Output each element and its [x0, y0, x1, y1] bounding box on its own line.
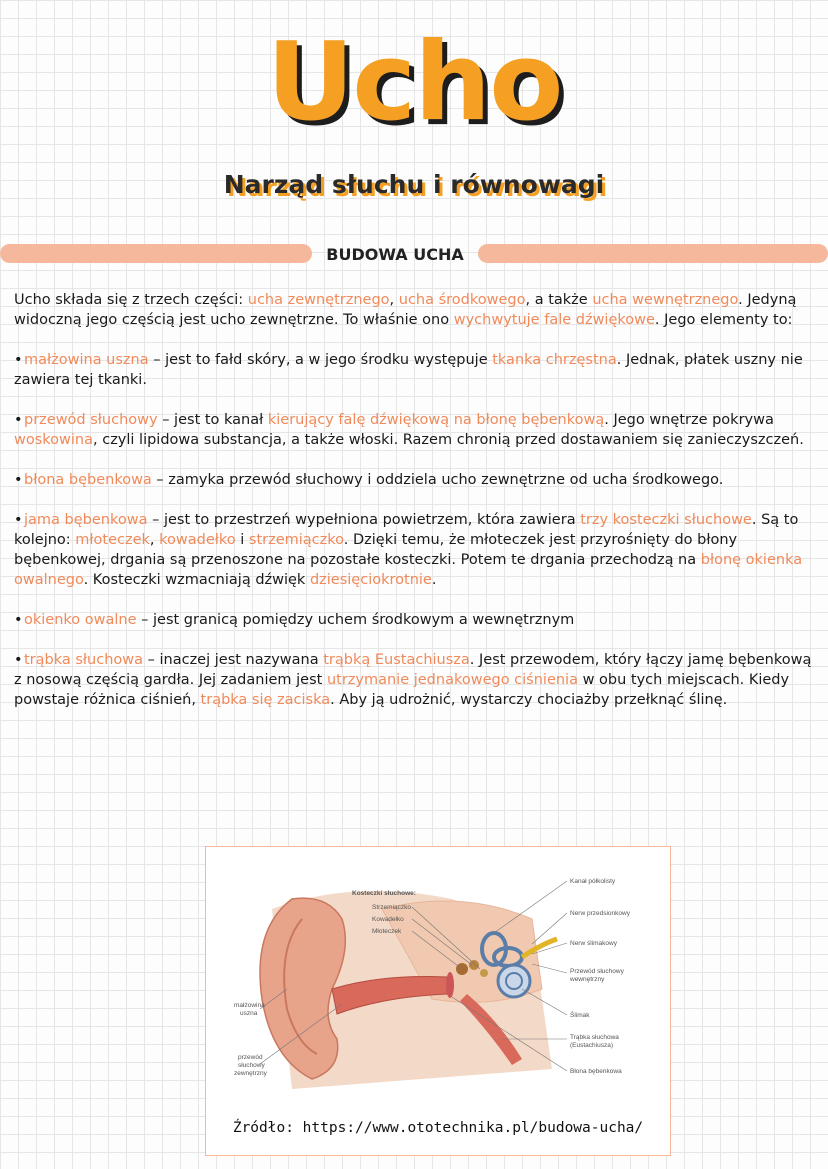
text: – jest granicą pomiędzy uchem środkowym a wewnętrznym: [136, 612, 575, 628]
label-trabka-2: (Eustachiusza): [570, 1042, 613, 1049]
highlight: kowadełko: [159, 532, 236, 548]
text: . Aby ją udrożnić, wystarczy chociażby przełknąć ślinę.: [330, 692, 728, 708]
bullet-icon: •: [14, 652, 23, 668]
text: . Jest przewodem, który łączy jamę bębenkową z nosową częścią gardła. Jej zadaniem jest: [14, 652, 812, 688]
label-przewod-zew-3: zewnętrzny: [234, 1070, 267, 1077]
highlight: młoteczek: [75, 532, 150, 548]
bullet-icon: •: [14, 612, 23, 628]
text: ,: [149, 532, 160, 548]
highlight: ucha środkowego: [398, 292, 526, 308]
list-item-trabka: [14, 650, 820, 710]
section-banner-right: [478, 244, 828, 263]
highlight: trzy kosteczki słuchowe: [580, 512, 752, 528]
highlight: wychwytuje fale dźwiękowe: [453, 312, 655, 328]
ear-diagram: [232, 869, 646, 1099]
highlight: ucha wewnętrznego: [592, 292, 739, 308]
highlight: przewód słuchowy: [24, 412, 158, 428]
bullet-icon: •: [14, 512, 23, 528]
section-banner-left: [0, 244, 312, 263]
text: . Kosteczki wzmacniają dźwięk: [83, 572, 310, 588]
highlight: strzemiączko: [248, 532, 344, 548]
label-malzowina-2: uszna: [240, 1010, 258, 1017]
section-heading: BUDOWA UCHA: [326, 245, 464, 264]
highlight: utrzymanie jednakowego ciśnienia: [326, 672, 578, 688]
text: Ucho składa się z trzech części:: [14, 292, 248, 308]
text: ,: [389, 292, 399, 308]
list-item-blona: [14, 470, 820, 490]
highlight: tkanka chrzęstna: [492, 352, 617, 368]
bullet-icon: •: [14, 472, 23, 488]
text: .: [431, 572, 437, 588]
highlight: trąbka się zaciska: [200, 692, 331, 708]
ossicle-incus: [469, 960, 479, 970]
text: – jest to kanał: [157, 412, 268, 428]
label-nerw-slimakowy: Nerw ślimakowy: [570, 940, 617, 947]
source-citation: Źródło: https://www.ototechnika.pl/budowa-ucha/: [232, 1120, 644, 1136]
text: . Jedyną widoczną jego częścią jest ucho zewnętrzne. To właśnie ono: [14, 292, 797, 328]
intro-paragraph: [14, 290, 820, 330]
text: . Jednak, płatek uszny nie zawiera tej tkanki.: [14, 352, 803, 388]
eardrum-shape: [446, 972, 454, 998]
highlight: trąbka słuchowa: [24, 652, 144, 668]
text: – inaczej jest nazywana: [143, 652, 324, 668]
ossicle-stapes: [480, 969, 488, 977]
bullet-icon: •: [14, 352, 23, 368]
highlight: jama bębenkowa: [24, 512, 148, 528]
highlight: małżowina uszna: [24, 352, 149, 368]
text: – jest to fałd skóry, a w jego środku występuje: [148, 352, 493, 368]
label-przewod-zew-1: przewód: [238, 1054, 263, 1061]
list-item-okienko: [14, 610, 820, 630]
bullet-icon: •: [14, 412, 23, 428]
label-nerw-przedsionkowy: Nerw przedsionkowy: [570, 910, 630, 917]
label-kowadelko: Kowadełko: [372, 916, 404, 923]
text: – jest to przestrzeń wypełniona powietrzem, która zawiera: [147, 512, 581, 528]
ear-anatomy-figure: [205, 846, 671, 1156]
label-strzemiaczko: Strzemiączko: [372, 904, 412, 911]
label-trabka-1: Trąbka słuchowa: [570, 1034, 619, 1041]
label-przewod-zew-2: słuchowy: [238, 1062, 265, 1069]
list-item-przewod: [14, 410, 820, 450]
page-title: Ucho: [266, 20, 562, 145]
highlight: dziesięciokrotnie: [309, 572, 432, 588]
list-item-jama: [14, 510, 820, 590]
highlight: trąbką Eustachiusza: [323, 652, 470, 668]
text: . Są to kolejno:: [14, 512, 799, 548]
text: – zamyka przewód słuchowy i oddziela ucho zewnętrzne od ucha środkowego.: [151, 472, 724, 488]
list-item-malzowina: [14, 350, 820, 390]
highlight: błonę okienka owalnego: [14, 552, 803, 588]
notes-content: [14, 290, 820, 730]
page-subtitle: Narząd słuchu i równowagi: [223, 170, 605, 199]
label-malzowina-1: małżowina: [234, 1002, 265, 1009]
highlight: kierujący falę dźwiękową na błonę bębenkową: [267, 412, 605, 428]
cochlea-shape: [498, 965, 530, 997]
figure-heading: Kosteczki słuchowe:: [352, 890, 416, 897]
text: i: [235, 532, 249, 548]
highlight: błona bębenkowa: [24, 472, 152, 488]
highlight: okienko owalne: [24, 612, 137, 628]
label-blona: Błona bębenkowa: [570, 1068, 622, 1075]
text: , czyli lipidowa substancja, a także włoski. Razem chronią przed dostawaniem się zanieczyszczeń.: [93, 432, 804, 448]
text: , a także: [525, 292, 593, 308]
highlight: woskowina: [14, 432, 93, 448]
text: . Dzięki temu, że młoteczek jest przyrośnięty do błony bębenkowej, drgania są przenoszone na pozostałe kosteczki. Potem te drgania przechodzą na: [14, 532, 738, 568]
label-slimak: Ślimak: [570, 1012, 590, 1019]
text: w obu tych miejscach. Kiedy powstaje różnica ciśnień,: [14, 672, 790, 708]
text: . Jego elementy to:: [654, 312, 793, 328]
label-mloteczek: Młoteczek: [372, 928, 402, 935]
label-przewod-wewnetrzny-1: Przewód słuchowy: [570, 968, 624, 975]
highlight: ucha zewnętrznego: [247, 292, 390, 308]
label-przewod-wewnetrzny-2: wewnętrzny: [570, 976, 605, 983]
text: . Jego wnętrze pokrywa: [604, 412, 774, 428]
label-kanal: Kanał półkolisty: [570, 878, 616, 885]
